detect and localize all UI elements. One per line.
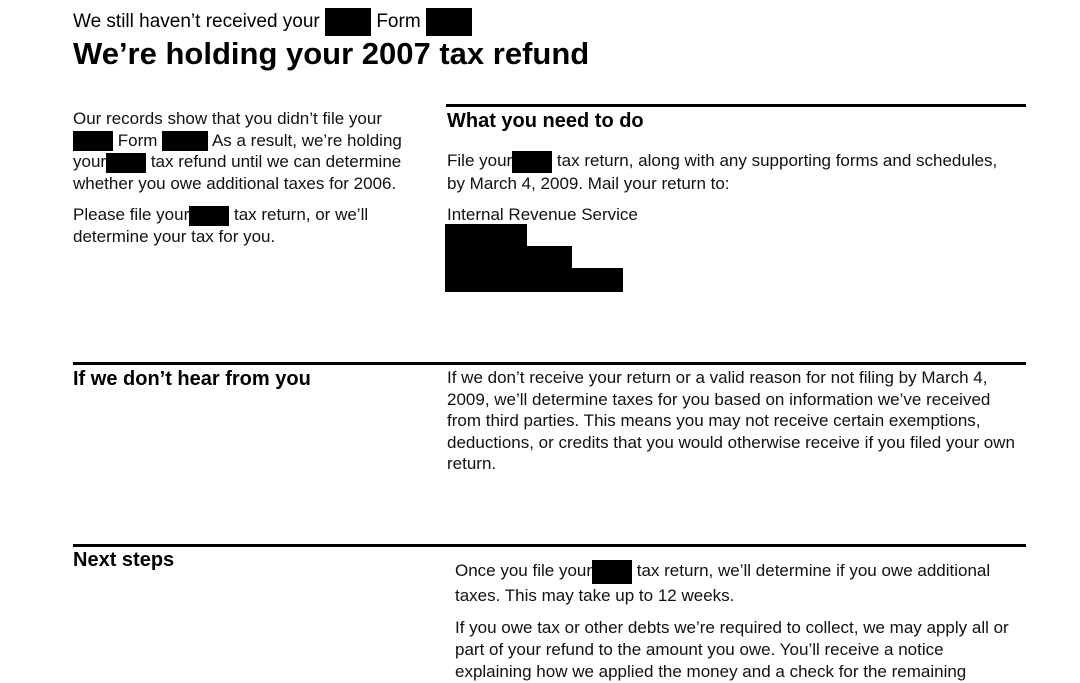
redaction-bar — [512, 151, 552, 173]
left-intro-column — [73, 108, 433, 247]
no-response-body: If we don’t receive your return or a valid reason for not filing by March 4, 2009, we’ll determine taxes for you based on information we’ve received from third parties. This means you may not receive certain exemptions, deductions, or credits that you would otherwise receive if you filed your own return. — [447, 368, 1015, 473]
redaction-bar — [73, 131, 113, 151]
what-to-do-body — [447, 150, 1027, 226]
redaction-bar — [189, 206, 229, 226]
redaction-bar — [106, 153, 146, 173]
redaction-bar — [162, 131, 208, 151]
redacted-address-block — [445, 224, 623, 292]
intro-line — [73, 8, 472, 36]
section-rule — [73, 544, 1026, 547]
section-rule — [73, 362, 1026, 365]
redaction-bar — [325, 8, 371, 36]
page-title: We’re holding your 2007 tax refund — [73, 36, 590, 71]
next-steps-paragraph-2: If you owe tax or other debts we’re required to collect, we may apply all or part of your refund to the amount you owe. You’ll receive a notice explaining how we applied the money and a check for the remaining — [455, 617, 1009, 681]
no-response-heading: If we don’t hear from you — [73, 368, 311, 390]
intro-text-before: We still haven’t received your — [73, 11, 320, 33]
left-paragraph-1: Our records show that you didn’t file your Form As a result, we’re holding your tax refund until we can determine whether you owe additional taxes for 2006. — [73, 109, 402, 193]
address-line-1: Internal Revenue Service — [447, 205, 638, 225]
redaction-bar — [592, 560, 632, 584]
next-steps-heading: Next steps — [73, 549, 175, 571]
mailing-address — [447, 204, 1027, 226]
next-steps-paragraph-1: Once you file your tax return, we’ll determine if you owe additional taxes. This may take up to 12 weeks. — [455, 561, 991, 605]
redaction-bar — [426, 8, 472, 36]
left-paragraph-2: Please file your tax return, or we’ll determine your tax for you. — [73, 205, 369, 246]
next-steps-body — [455, 559, 1020, 683]
intro-text-form: Form — [376, 11, 421, 33]
what-to-do-paragraph: File your tax return, along with any supporting forms and schedules, by March 4, 2009. Mail your return to: — [447, 151, 998, 193]
section-rule — [446, 104, 1026, 107]
what-to-do-heading: What you need to do — [447, 110, 644, 132]
